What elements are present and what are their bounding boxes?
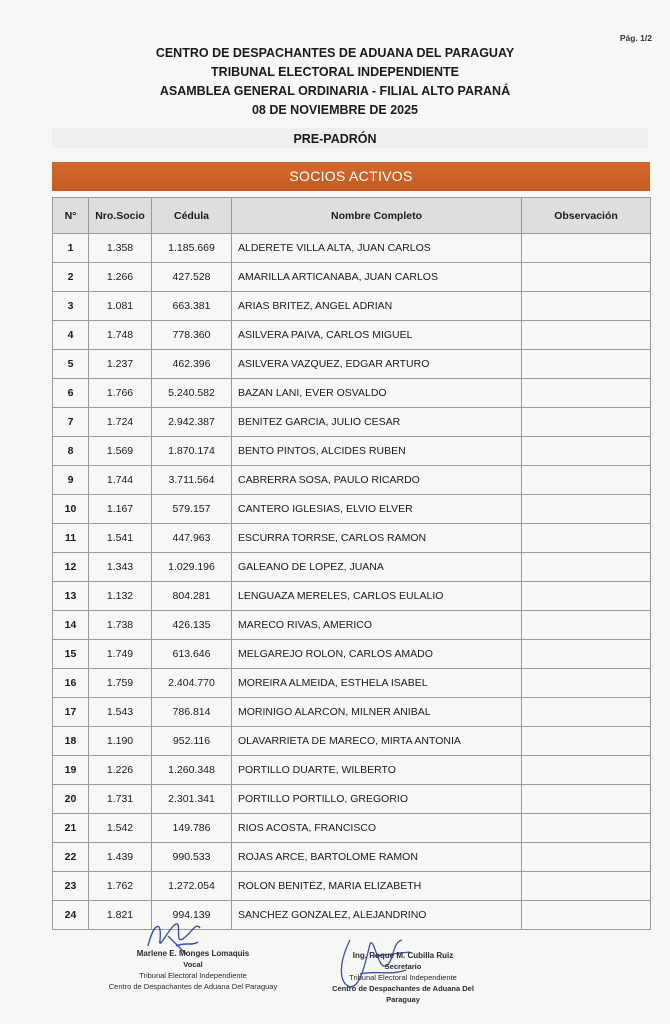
table-row bbox=[53, 582, 651, 611]
table-row bbox=[53, 872, 651, 901]
full-name-cell: MOREIRA ALMEIDA, ESTHELA ISABEL bbox=[232, 669, 522, 698]
observation-cell bbox=[522, 901, 651, 930]
row-number-cell: 12 bbox=[53, 553, 89, 582]
table-row bbox=[53, 611, 651, 640]
observation-cell bbox=[522, 466, 651, 495]
row-number-cell: 18 bbox=[53, 727, 89, 756]
observation-cell bbox=[522, 843, 651, 872]
table-row bbox=[53, 785, 651, 814]
member-number-cell: 1.266 bbox=[89, 263, 152, 292]
full-name-cell: MORINIGO ALARCON, MILNER ANIBAL bbox=[232, 698, 522, 727]
table-row bbox=[53, 640, 651, 669]
member-number-cell: 1.543 bbox=[89, 698, 152, 727]
right-signer-name: Ing. Roque M. Cubilla Ruiz bbox=[352, 951, 454, 960]
id-number-cell: 613.646 bbox=[152, 640, 232, 669]
right-signature-block bbox=[318, 950, 488, 1005]
full-name-cell: ARIAS BRITEZ, ANGEL ADRIAN bbox=[232, 292, 522, 321]
id-number-cell: 994.139 bbox=[152, 901, 232, 930]
id-number-cell: 149.786 bbox=[152, 814, 232, 843]
column-header-full-name: Nombre Completo bbox=[232, 198, 522, 234]
document-subtitle: PRE-PADRÓN bbox=[293, 132, 377, 146]
observation-cell bbox=[522, 495, 651, 524]
full-name-cell: CANTERO IGLESIAS, ELVIO ELVER bbox=[232, 495, 522, 524]
full-name-cell: ROJAS ARCE, BARTOLOME RAMON bbox=[232, 843, 522, 872]
table-row bbox=[53, 727, 651, 756]
id-number-cell: 427.528 bbox=[152, 263, 232, 292]
member-number-cell: 1.167 bbox=[89, 495, 152, 524]
table-row bbox=[53, 263, 651, 292]
row-number-cell: 24 bbox=[53, 901, 89, 930]
observation-cell bbox=[522, 524, 651, 553]
row-number-cell: 1 bbox=[53, 234, 89, 263]
left-signer-org2: Centro de Despachantes de Aduana Del Paraguay bbox=[108, 982, 278, 991]
member-number-cell: 1.724 bbox=[89, 408, 152, 437]
table-row bbox=[53, 553, 651, 582]
observation-cell bbox=[522, 553, 651, 582]
id-number-cell: 1.260.348 bbox=[152, 756, 232, 785]
full-name-cell: BAZAN LANI, EVER OSVALDO bbox=[232, 379, 522, 408]
column-header-observation: Observación bbox=[522, 198, 651, 234]
member-number-cell: 1.738 bbox=[89, 611, 152, 640]
full-name-cell: MELGAREJO ROLON, CARLOS AMADO bbox=[232, 640, 522, 669]
id-number-cell: 5.240.582 bbox=[152, 379, 232, 408]
member-number-cell: 1.226 bbox=[89, 756, 152, 785]
observation-cell bbox=[522, 756, 651, 785]
full-name-cell: BENTO PINTOS, ALCIDES RUBEN bbox=[232, 437, 522, 466]
member-number-cell: 1.759 bbox=[89, 669, 152, 698]
row-number-cell: 13 bbox=[53, 582, 89, 611]
row-number-cell: 4 bbox=[53, 321, 89, 350]
table-row bbox=[53, 321, 651, 350]
id-number-cell: 426.135 bbox=[152, 611, 232, 640]
table-row bbox=[53, 466, 651, 495]
left-signer-role: Vocal bbox=[183, 960, 203, 969]
full-name-cell: LENGUAZA MERELES, CARLOS EULALIO bbox=[232, 582, 522, 611]
member-number-cell: 1.821 bbox=[89, 901, 152, 930]
id-number-cell: 1.029.196 bbox=[152, 553, 232, 582]
full-name-cell: PORTILLO DUARTE, WILBERTO bbox=[232, 756, 522, 785]
full-name-cell: GALEANO DE LOPEZ, JUANA bbox=[232, 553, 522, 582]
column-header-member-no: Nro.Socio bbox=[89, 198, 152, 234]
table-row bbox=[53, 350, 651, 379]
row-number-cell: 23 bbox=[53, 872, 89, 901]
member-number-cell: 1.731 bbox=[89, 785, 152, 814]
full-name-cell: OLAVARRIETA DE MARECO, MIRTA ANTONIA bbox=[232, 727, 522, 756]
members-table bbox=[52, 197, 651, 930]
column-header-number: N° bbox=[53, 198, 89, 234]
full-name-cell: CABRERRA SOSA, PAULO RICARDO bbox=[232, 466, 522, 495]
header-date: 08 DE NOVIEMBRE DE 2025 bbox=[251, 103, 419, 117]
left-signer-name: Marlene E. Monges Lomaquis bbox=[136, 949, 250, 958]
header-org: CENTRO DE DESPACHANTES DE ADUANA DEL PARAGUAY bbox=[155, 46, 515, 60]
id-number-cell: 2.301.341 bbox=[152, 785, 232, 814]
member-number-cell: 1.237 bbox=[89, 350, 152, 379]
observation-cell bbox=[522, 292, 651, 321]
table-row bbox=[53, 408, 651, 437]
member-number-cell: 1.439 bbox=[89, 843, 152, 872]
observation-cell bbox=[522, 872, 651, 901]
observation-cell bbox=[522, 437, 651, 466]
member-number-cell: 1.542 bbox=[89, 814, 152, 843]
full-name-cell: ASILVERA VAZQUEZ, EDGAR ARTURO bbox=[232, 350, 522, 379]
observation-cell bbox=[522, 814, 651, 843]
observation-cell bbox=[522, 321, 651, 350]
member-number-cell: 1.190 bbox=[89, 727, 152, 756]
document-header bbox=[0, 44, 670, 120]
member-number-cell: 1.541 bbox=[89, 524, 152, 553]
observation-cell bbox=[522, 727, 651, 756]
observation-cell bbox=[522, 234, 651, 263]
id-number-cell: 786.814 bbox=[152, 698, 232, 727]
table-row bbox=[53, 843, 651, 872]
full-name-cell: AMARILLA ARTICANABA, JUAN CARLOS bbox=[232, 263, 522, 292]
table-row bbox=[53, 292, 651, 321]
id-number-cell: 2.404.770 bbox=[152, 669, 232, 698]
id-number-cell: 1.185.669 bbox=[152, 234, 232, 263]
row-number-cell: 3 bbox=[53, 292, 89, 321]
full-name-cell: MARECO RIVAS, AMERICO bbox=[232, 611, 522, 640]
full-name-cell: ROLON BENITEZ, MARIA ELIZABETH bbox=[232, 872, 522, 901]
header-tribunal: TRIBUNAL ELECTORAL INDEPENDIENTE bbox=[211, 65, 459, 79]
left-signature-block bbox=[98, 948, 288, 992]
full-name-cell: RIOS ACOSTA, FRANCISCO bbox=[232, 814, 522, 843]
observation-cell bbox=[522, 611, 651, 640]
table-row bbox=[53, 495, 651, 524]
id-number-cell: 1.272.054 bbox=[152, 872, 232, 901]
member-number-cell: 1.132 bbox=[89, 582, 152, 611]
row-number-cell: 5 bbox=[53, 350, 89, 379]
right-signer-role: Secretario bbox=[384, 962, 422, 971]
row-number-cell: 9 bbox=[53, 466, 89, 495]
member-number-cell: 1.081 bbox=[89, 292, 152, 321]
observation-cell bbox=[522, 785, 651, 814]
table-row bbox=[53, 234, 651, 263]
row-number-cell: 16 bbox=[53, 669, 89, 698]
observation-cell bbox=[522, 408, 651, 437]
row-number-cell: 21 bbox=[53, 814, 89, 843]
page-number: Pág. 1/2 bbox=[619, 33, 652, 43]
id-number-cell: 3.711.564 bbox=[152, 466, 232, 495]
table-row bbox=[53, 379, 651, 408]
id-number-cell: 663.381 bbox=[152, 292, 232, 321]
member-number-cell: 1.744 bbox=[89, 466, 152, 495]
right-signer-org1: Tribunal Electoral Independiente bbox=[349, 973, 457, 982]
table-row bbox=[53, 524, 651, 553]
full-name-cell: PORTILLO PORTILLO, GREGORIO bbox=[232, 785, 522, 814]
id-number-cell: 778.360 bbox=[152, 321, 232, 350]
member-number-cell: 1.748 bbox=[89, 321, 152, 350]
row-number-cell: 17 bbox=[53, 698, 89, 727]
id-number-cell: 2.942.387 bbox=[152, 408, 232, 437]
member-number-cell: 1.343 bbox=[89, 553, 152, 582]
id-number-cell: 952.116 bbox=[152, 727, 232, 756]
observation-cell bbox=[522, 640, 651, 669]
row-number-cell: 6 bbox=[53, 379, 89, 408]
full-name-cell: BENITEZ GARCIA, JULIO CESAR bbox=[232, 408, 522, 437]
left-signer-org1: Tribunal Electoral Independiente bbox=[139, 971, 247, 980]
id-number-cell: 447.963 bbox=[152, 524, 232, 553]
table-header-row bbox=[53, 198, 651, 234]
header-assembly: ASAMBLEA GENERAL ORDINARIA - FILIAL ALTO PARANÁ bbox=[159, 84, 511, 98]
full-name-cell: ESCURRA TORRSE, CARLOS RAMON bbox=[232, 524, 522, 553]
table-row bbox=[53, 814, 651, 843]
row-number-cell: 10 bbox=[53, 495, 89, 524]
id-number-cell: 579.157 bbox=[152, 495, 232, 524]
table-row bbox=[53, 756, 651, 785]
table-row bbox=[53, 669, 651, 698]
row-number-cell: 7 bbox=[53, 408, 89, 437]
member-number-cell: 1.762 bbox=[89, 872, 152, 901]
row-number-cell: 2 bbox=[53, 263, 89, 292]
observation-cell bbox=[522, 698, 651, 727]
observation-cell bbox=[522, 669, 651, 698]
row-number-cell: 15 bbox=[53, 640, 89, 669]
table-row bbox=[53, 698, 651, 727]
row-number-cell: 11 bbox=[53, 524, 89, 553]
member-number-cell: 1.766 bbox=[89, 379, 152, 408]
right-signer-org2: Centro de Despachantes de Aduana Del Paraguay bbox=[332, 984, 474, 1004]
id-number-cell: 804.281 bbox=[152, 582, 232, 611]
member-number-cell: 1.569 bbox=[89, 437, 152, 466]
member-number-cell: 1.749 bbox=[89, 640, 152, 669]
observation-cell bbox=[522, 350, 651, 379]
row-number-cell: 19 bbox=[53, 756, 89, 785]
full-name-cell: ASILVERA PAIVA, CARLOS MIGUEL bbox=[232, 321, 522, 350]
id-number-cell: 990.533 bbox=[152, 843, 232, 872]
full-name-cell: ALDERETE VILLA ALTA, JUAN CARLOS bbox=[232, 234, 522, 263]
id-number-cell: 1.870.174 bbox=[152, 437, 232, 466]
observation-cell bbox=[522, 379, 651, 408]
member-number-cell: 1.358 bbox=[89, 234, 152, 263]
table-row bbox=[53, 437, 651, 466]
section-title-bar: SOCIOS ACTIVOS bbox=[52, 162, 650, 191]
id-number-cell: 462.396 bbox=[152, 350, 232, 379]
row-number-cell: 22 bbox=[53, 843, 89, 872]
full-name-cell: SANCHEZ GONZALEZ, ALEJANDRINO bbox=[232, 901, 522, 930]
observation-cell bbox=[522, 582, 651, 611]
row-number-cell: 14 bbox=[53, 611, 89, 640]
column-header-id: Cédula bbox=[152, 198, 232, 234]
row-number-cell: 8 bbox=[53, 437, 89, 466]
observation-cell bbox=[522, 263, 651, 292]
row-number-cell: 20 bbox=[53, 785, 89, 814]
